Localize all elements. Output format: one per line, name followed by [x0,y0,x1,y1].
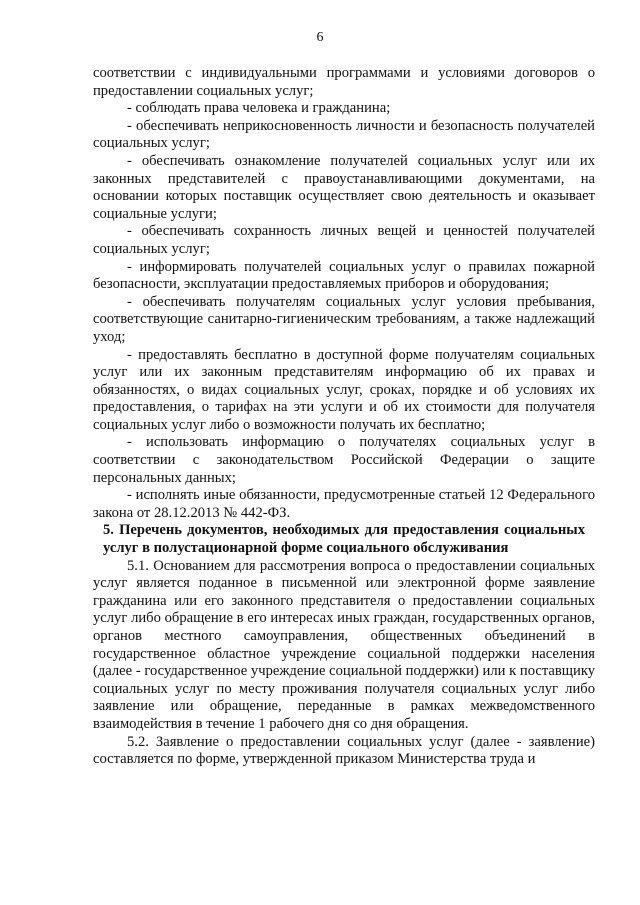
list-item: - использовать информацию о получателях социальных услуг в соответствии с законодательством Российской Федерации о защите персональных данных; [93,434,595,486]
list-item: - обеспечивать сохранность личных вещей и ценностей получателей социальных услуг; [93,223,595,257]
paragraph: соответствии с индивидуальными программами и условиями договоров о предоставлении социальных услуг; [93,65,595,99]
list-item: - исполнять иные обязанности, предусмотренные статьей 12 Федерального закона от 28.12.2013 № 442-ФЗ. [93,487,595,521]
list-item: - обеспечивать неприкосновенность личности и безопасность получателей социальных услуг; [93,117,595,152]
paragraph: 5.2. Заявление о предоставлении социальных услуг (далее - заявление) составляется по форме, утвержденной приказом Министерства труда и [93,733,595,768]
list-item: - информировать получателей социальных услуг о правилах пожарной безопасности, эксплуатации предоставляемых приборов и оборудования; [93,258,595,293]
list-item: - обеспечивать ознакомление получателей социальных услуг или их законных представителей с правоустанавливающими документами, на основании которых поставщик осуществляет свою деятельность и оказывает социальные услуги; [93,152,595,222]
section-title: 5. Перечень документов, необходимых для предоставления социальных услуг в полустационарной форме социального обслуживания [103,522,585,557]
document-body [93,65,595,769]
list-item: - предоставлять бесплатно в доступной форме получателям социальных услуг или их законным представителям информацию об их правах и обязанностях, о видах социальных услуг, сроках, порядке и об условиях их предоставления, о тарифах на эти услуги и об их стоимости для получателя социальных услуг либо о возможности получать их бесплатно; [93,346,595,433]
list-item: - обеспечивать получателям социальных услуг условия пребывания, соответствующие санитарно-гигиеническим требованиям, а также надлежащий уход; [93,293,595,345]
paragraph: 5.1. Основанием для рассмотрения вопроса о предоставлении социальных услуг является поданное в письменной или электронной форме заявление гражданина или его законного представителя о предоставлении социальных услуг либо обращение в его интересах иных граждан, государственных органов, органов местного самоуправления, общественных объединений в государственное областное учреждение социальной поддержки населения (далее - государственное учреждение социальной поддержки) или к поставщику социальных услуг по месту проживания получателя социальных услуг либо заявление или обращение, переданные в рамках межведомственного взаимодействия в течение 1 рабочего дня со дня обращения. [93,557,595,732]
list-item: - соблюдать права человека и гражданина; [127,100,391,117]
page-number: 6 [316,30,324,45]
